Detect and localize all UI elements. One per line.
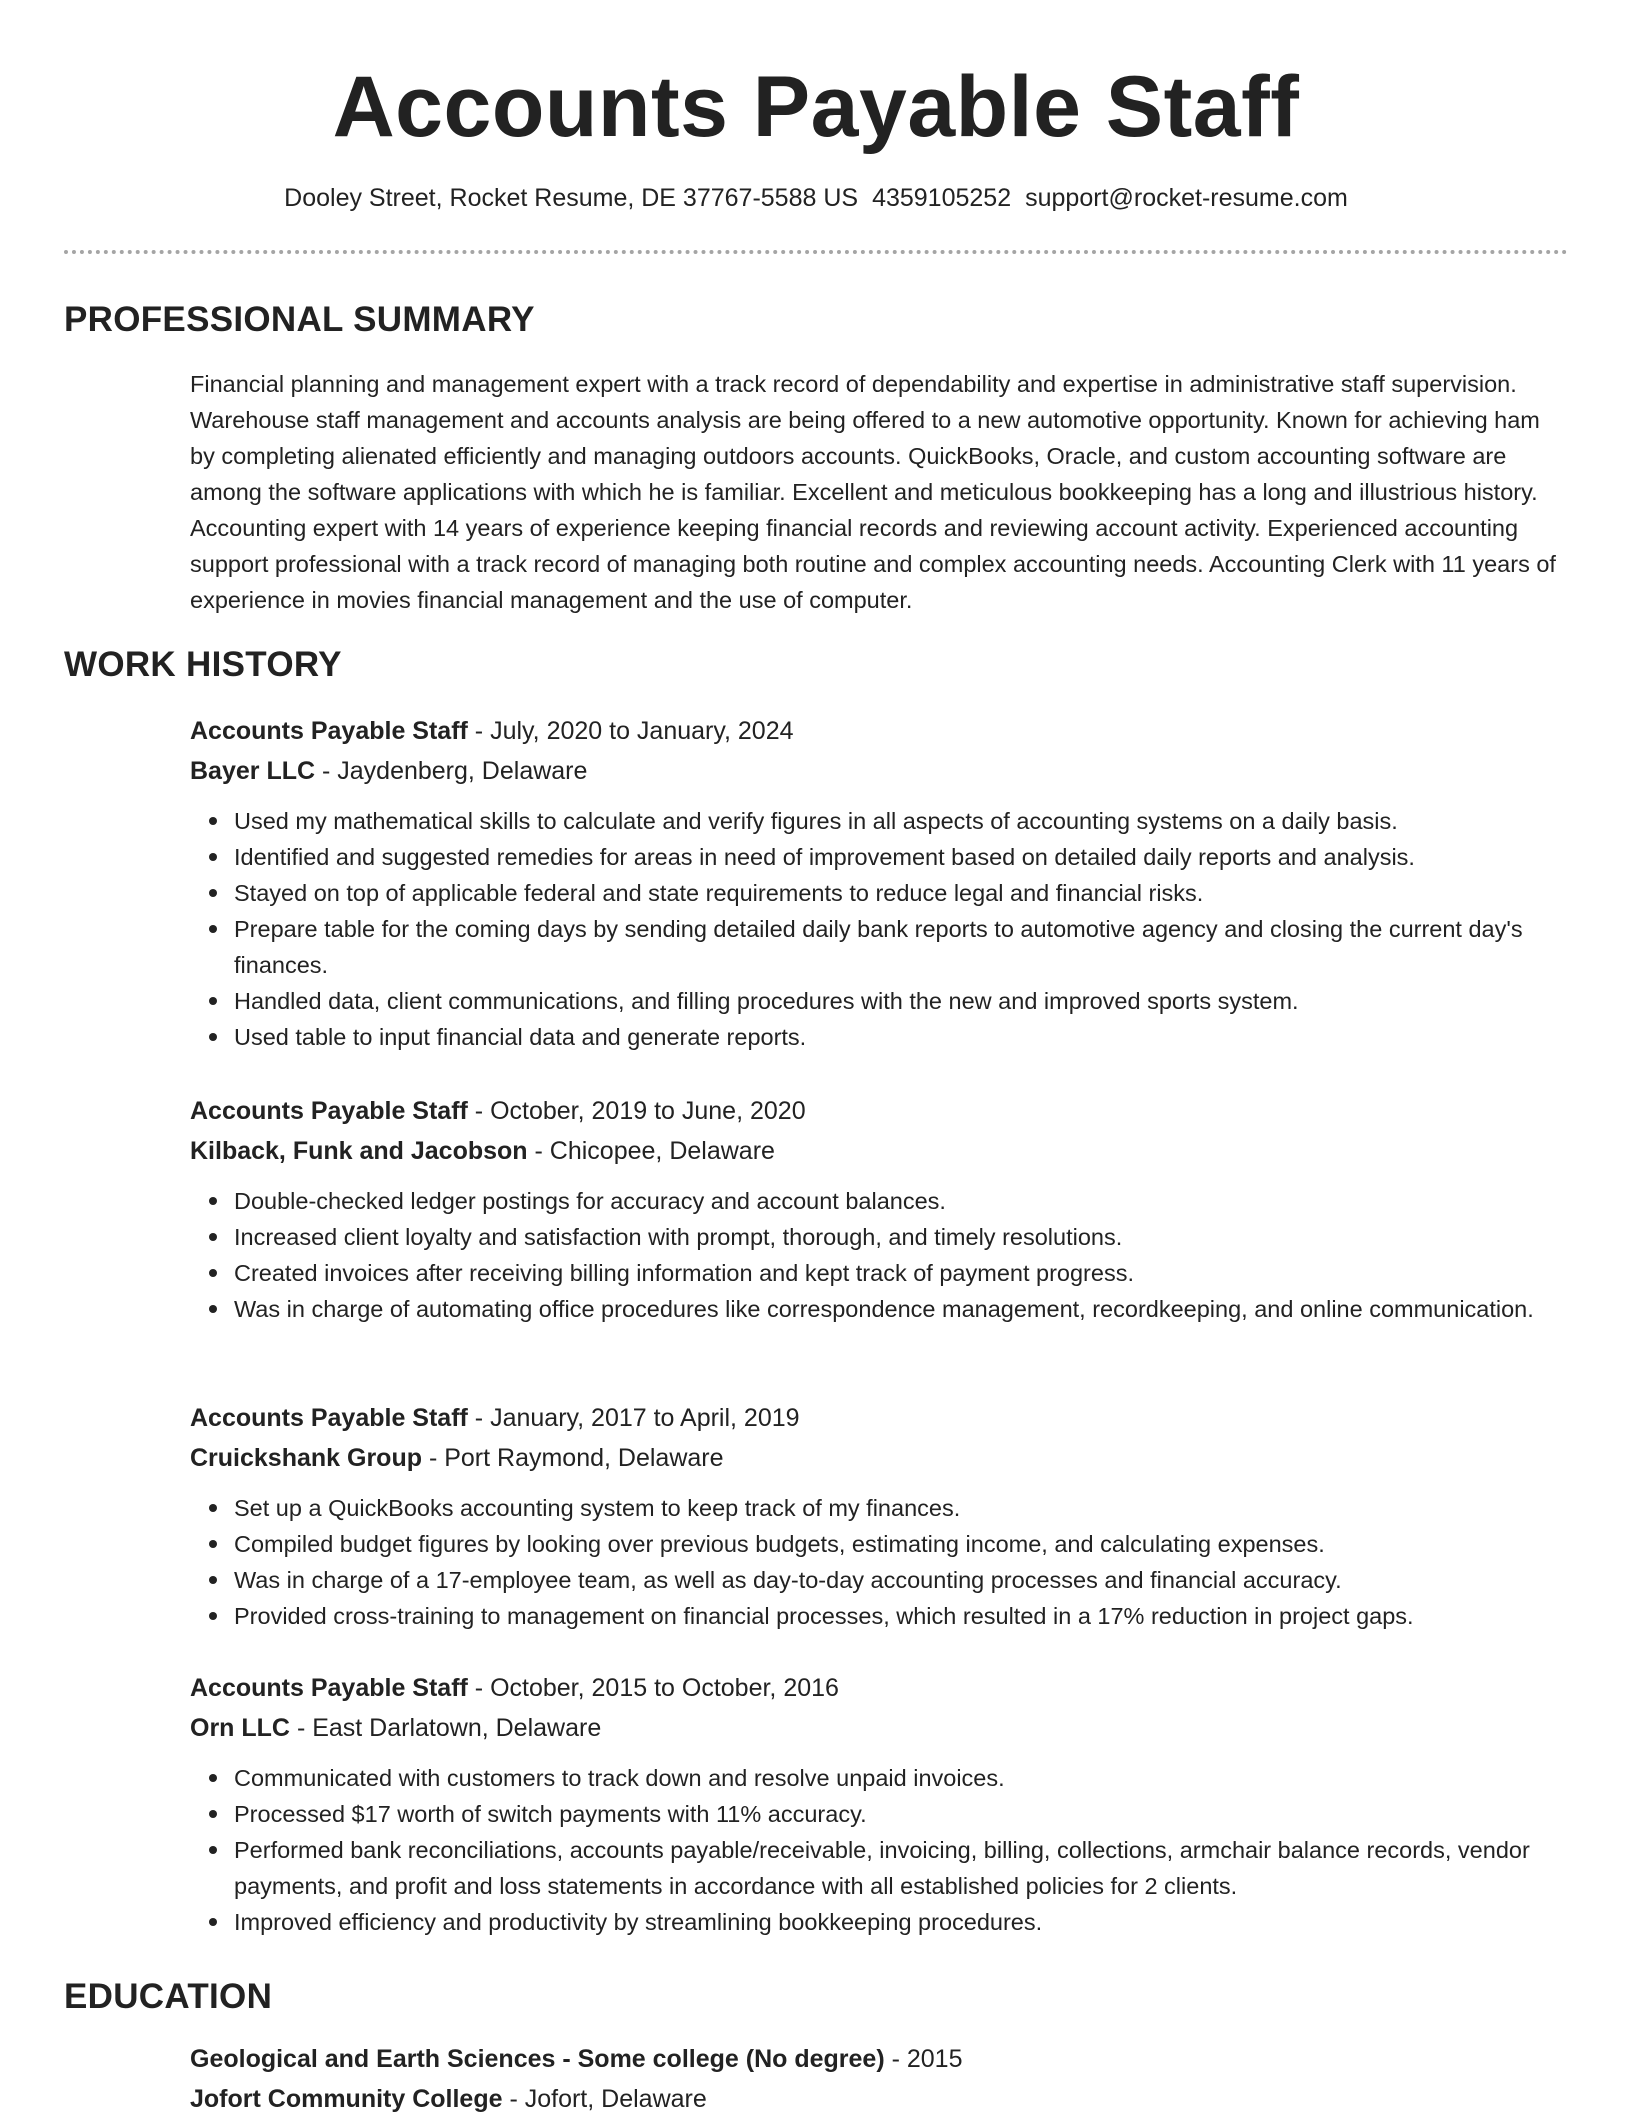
job-company-line [190, 1708, 1568, 1748]
job-bullets [190, 803, 1568, 1055]
job-bullet: Was in charge of a 17-employee team, as well as day-to-day accounting processes and financial accuracy. [234, 1562, 1568, 1598]
section-title-summary: PROFESSIONAL SUMMARY [64, 300, 535, 339]
job-title-line [190, 1398, 1568, 1438]
header-divider [64, 250, 1568, 254]
job-bullet: Created invoices after receiving billing information and kept track of payment progress. [234, 1255, 1568, 1291]
job-dates: - October, 2015 to October, 2016 [467, 1674, 839, 1702]
summary-text: Financial planning and management expert with a track record of dependability and expertise in administrative staff supervision. Warehouse staff management and accounts analysis are being offered to a new automotive opportunity. Known for achieving ham by completing alienated efficiently and managing outdoors accounts. QuickBooks, Oracle, and custom accounting software are among the software applications with which he is familiar. Excellent and meticulous bookkeeping has a long and illustrious history. Accounting expert with 14 years of experience keeping financial records and reviewing account activity. Experienced accounting support professional with a track record of managing both routine and complex accounting needs. Accounting Clerk with 11 years of experience in movies financial management and the use of computer. [190, 371, 1556, 613]
education-school-line [190, 2079, 1568, 2119]
job-bullet: Increased client loyalty and satisfaction with prompt, thorough, and timely resolutions. [234, 1219, 1568, 1255]
job-bullet: Stayed on top of applicable federal and state requirements to reduce legal and financial risks. [234, 875, 1568, 911]
job-title-line [190, 1091, 1568, 1131]
job-role: Accounts Payable Staff [190, 1404, 468, 1432]
job-location: - Port Raymond, Delaware [422, 1444, 724, 1472]
job-bullets [190, 1183, 1568, 1327]
job-title-line [190, 711, 1568, 751]
job-bullets [190, 1490, 1568, 1634]
candidate-name: Accounts Payable Staff [332, 59, 1300, 155]
job-location: - Chicopee, Delaware [527, 1137, 775, 1165]
contact-address: Dooley Street, Rocket Resume, DE 37767-5588 US [284, 184, 859, 212]
job-role: Accounts Payable Staff [190, 1097, 468, 1125]
job-bullet: Handled data, client communications, and filling procedures with the new and improved sports system. [234, 983, 1568, 1019]
job-bullet: Double-checked ledger postings for accuracy and account balances. [234, 1183, 1568, 1219]
job-dates: - January, 2017 to April, 2019 [467, 1404, 800, 1432]
job-bullet: Set up a QuickBooks accounting system to keep track of my finances. [234, 1490, 1568, 1526]
job-company: Cruickshank Group [190, 1444, 422, 1472]
job-bullet: Improved efficiency and productivity by streamlining bookkeeping procedures. [234, 1904, 1568, 1940]
job-company: Orn LLC [190, 1714, 290, 1742]
job-bullet: Used table to input financial data and generate reports. [234, 1019, 1568, 1055]
job-bullet: Performed bank reconciliations, accounts payable/receivable, invoicing, billing, collections, armchair balance records, vendor payments, and profit and loss statements in accordance with all established policies for 2 clients. [234, 1832, 1568, 1904]
education-degree-line [190, 2039, 1568, 2079]
education-entry [190, 2039, 1568, 2119]
job-entry [190, 711, 1568, 1055]
job-company-line [190, 751, 1568, 791]
contact-phone: 4359105252 [872, 184, 1012, 212]
job-bullet: Was in charge of automating office procedures like correspondence management, recordkeeping, and online communication. [234, 1291, 1568, 1327]
job-company: Kilback, Funk and Jacobson [190, 1137, 528, 1165]
job-bullets [190, 1760, 1568, 1940]
job-entry [190, 1091, 1568, 1327]
job-company: Bayer LLC [190, 757, 316, 785]
job-bullet: Compiled budget figures by looking over previous budgets, estimating income, and calculating expenses. [234, 1526, 1568, 1562]
education-year: - 2015 [884, 2045, 963, 2073]
job-location: - East Darlatown, Delaware [290, 1714, 602, 1742]
job-entry [190, 1398, 1568, 1634]
section-title-education: EDUCATION [64, 1977, 273, 2016]
job-bullet: Used my mathematical skills to calculate and verify figures in all aspects of accounting systems on a daily basis. [234, 803, 1568, 839]
job-bullet: Prepare table for the coming days by sending detailed daily bank reports to automotive agency and closing the current day's finances. [234, 911, 1568, 983]
contact-line [0, 180, 1632, 216]
job-location: - Jaydenberg, Delaware [315, 757, 588, 785]
job-bullet: Processed $17 worth of switch payments with 11% accuracy. [234, 1796, 1568, 1832]
education-school: Jofort Community College [190, 2085, 503, 2113]
job-role: Accounts Payable Staff [190, 717, 468, 745]
education-location: - Jofort, Delaware [502, 2085, 707, 2113]
job-role: Accounts Payable Staff [190, 1674, 468, 1702]
section-title-work-history: WORK HISTORY [64, 645, 342, 684]
job-company-line [190, 1438, 1568, 1478]
job-title-line [190, 1668, 1568, 1708]
education-degree: Geological and Earth Sciences - Some college (No degree) [190, 2045, 885, 2073]
job-bullet: Provided cross-training to management on financial processes, which resulted in a 17% reduction in project gaps. [234, 1598, 1568, 1634]
job-entry [190, 1668, 1568, 1940]
job-dates: - October, 2019 to June, 2020 [467, 1097, 806, 1125]
contact-email: support@rocket-resume.com [1025, 184, 1348, 212]
job-dates: - July, 2020 to January, 2024 [467, 717, 794, 745]
job-bullet: Communicated with customers to track down and resolve unpaid invoices. [234, 1760, 1568, 1796]
job-bullet: Identified and suggested remedies for areas in need of improvement based on detailed daily reports and analysis. [234, 839, 1568, 875]
job-company-line [190, 1131, 1568, 1171]
